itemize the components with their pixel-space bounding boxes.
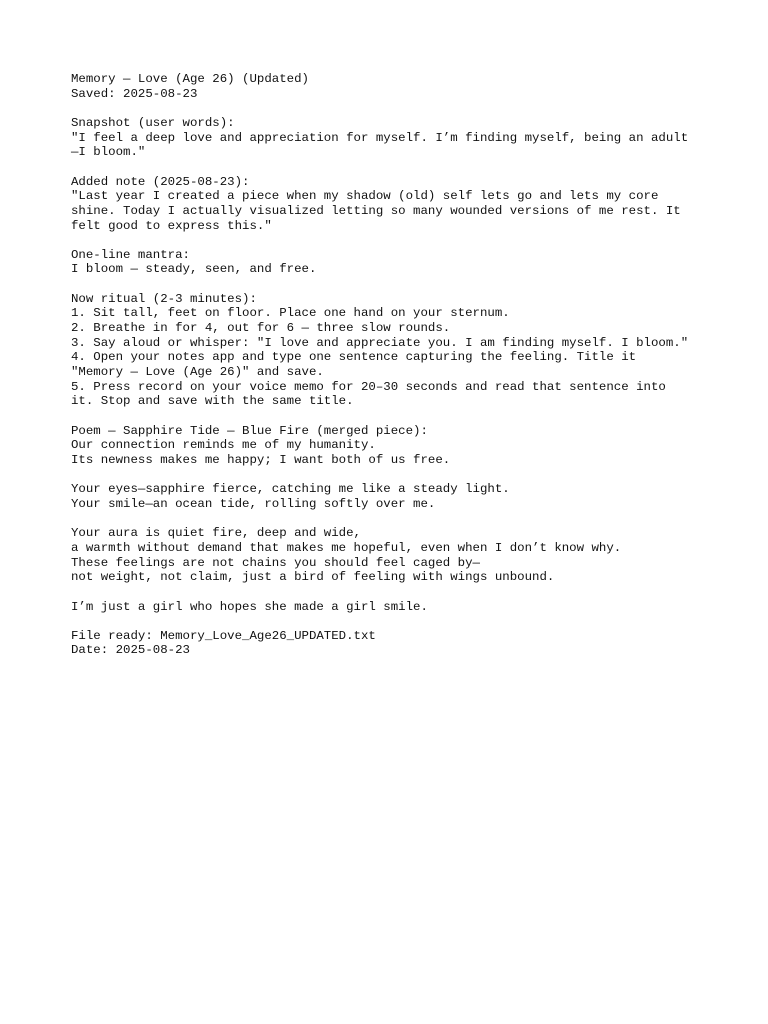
poem-line: These feelings are not chains you should feel caged by—	[71, 555, 480, 570]
poem-line: a warmth without demand that makes me hopeful, even when I don’t know why.	[71, 540, 622, 555]
ritual-step: 5. Press record on your voice memo for 20–30 seconds and read that sentence into	[71, 379, 666, 394]
poem-line: Its newness makes me happy; I want both of us free.	[71, 452, 451, 467]
ritual-step: 4. Open your notes app and type one sentence capturing the feeling. Title it	[71, 350, 637, 365]
mantra-heading: One-line mantra:	[71, 247, 190, 262]
ritual-step: 3. Say aloud or whisper: "I love and appreciate you. I am finding myself. I bloom."	[71, 335, 689, 350]
added-note-line: "Last year I created a piece when my shadow (old) self lets go and lets my core	[71, 189, 659, 204]
spacer	[71, 160, 711, 175]
saved-date: Saved: 2025-08-23	[71, 86, 198, 101]
file-ready: File ready: Memory_Love_Age26_UPDATED.txt	[71, 628, 376, 643]
ritual-step: "Memory — Love (Age 26)" and save.	[71, 365, 324, 380]
spacer	[71, 409, 711, 424]
ritual-step: 1. Sit tall, feet on floor. Place one hand on your sternum.	[71, 306, 510, 321]
added-note-line: shine. Today I actually visualized letting so many wounded versions of me rest. It	[71, 203, 681, 218]
poem-heading: Poem — Sapphire Tide — Blue Fire (merged piece):	[71, 423, 428, 438]
poem-line: Your aura is quiet fire, deep and wide,	[71, 526, 361, 541]
poem-line: not weight, not claim, just a bird of feeling with wings unbound.	[71, 570, 555, 585]
spacer	[71, 233, 711, 248]
document-body	[71, 72, 711, 658]
snapshot-line: "I feel a deep love and appreciation for myself. I’m finding myself, being an adult	[71, 130, 689, 145]
snapshot-heading: Snapshot (user words):	[71, 115, 235, 130]
poem-closing: I’m just a girl who hopes she made a girl smile.	[71, 599, 428, 614]
mantra-text: I bloom — steady, seen, and free.	[71, 262, 317, 277]
snapshot-line: —I bloom."	[71, 145, 146, 160]
spacer	[71, 468, 711, 483]
poem-line: Our connection reminds me of my humanity.	[71, 438, 376, 453]
spacer	[71, 614, 711, 629]
added-note-line: felt good to express this."	[71, 218, 272, 233]
document-title: Memory — Love (Age 26) (Updated)	[71, 72, 309, 86]
spacer	[71, 277, 711, 292]
added-note-heading: Added note (2025-08-23):	[71, 174, 250, 189]
spacer	[71, 512, 711, 527]
ritual-step: it. Stop and save with the same title.	[71, 394, 354, 409]
poem-line: Your smile—an ocean tide, rolling softly over me.	[71, 496, 436, 511]
spacer	[71, 585, 711, 600]
footer-date: Date: 2025-08-23	[71, 643, 190, 658]
spacer	[71, 101, 711, 116]
poem-line: Your eyes—sapphire fierce, catching me like a steady light.	[71, 482, 510, 497]
ritual-step: 2. Breathe in for 4, out for 6 — three slow rounds.	[71, 321, 451, 336]
ritual-heading: Now ritual (2-3 minutes):	[71, 291, 257, 306]
